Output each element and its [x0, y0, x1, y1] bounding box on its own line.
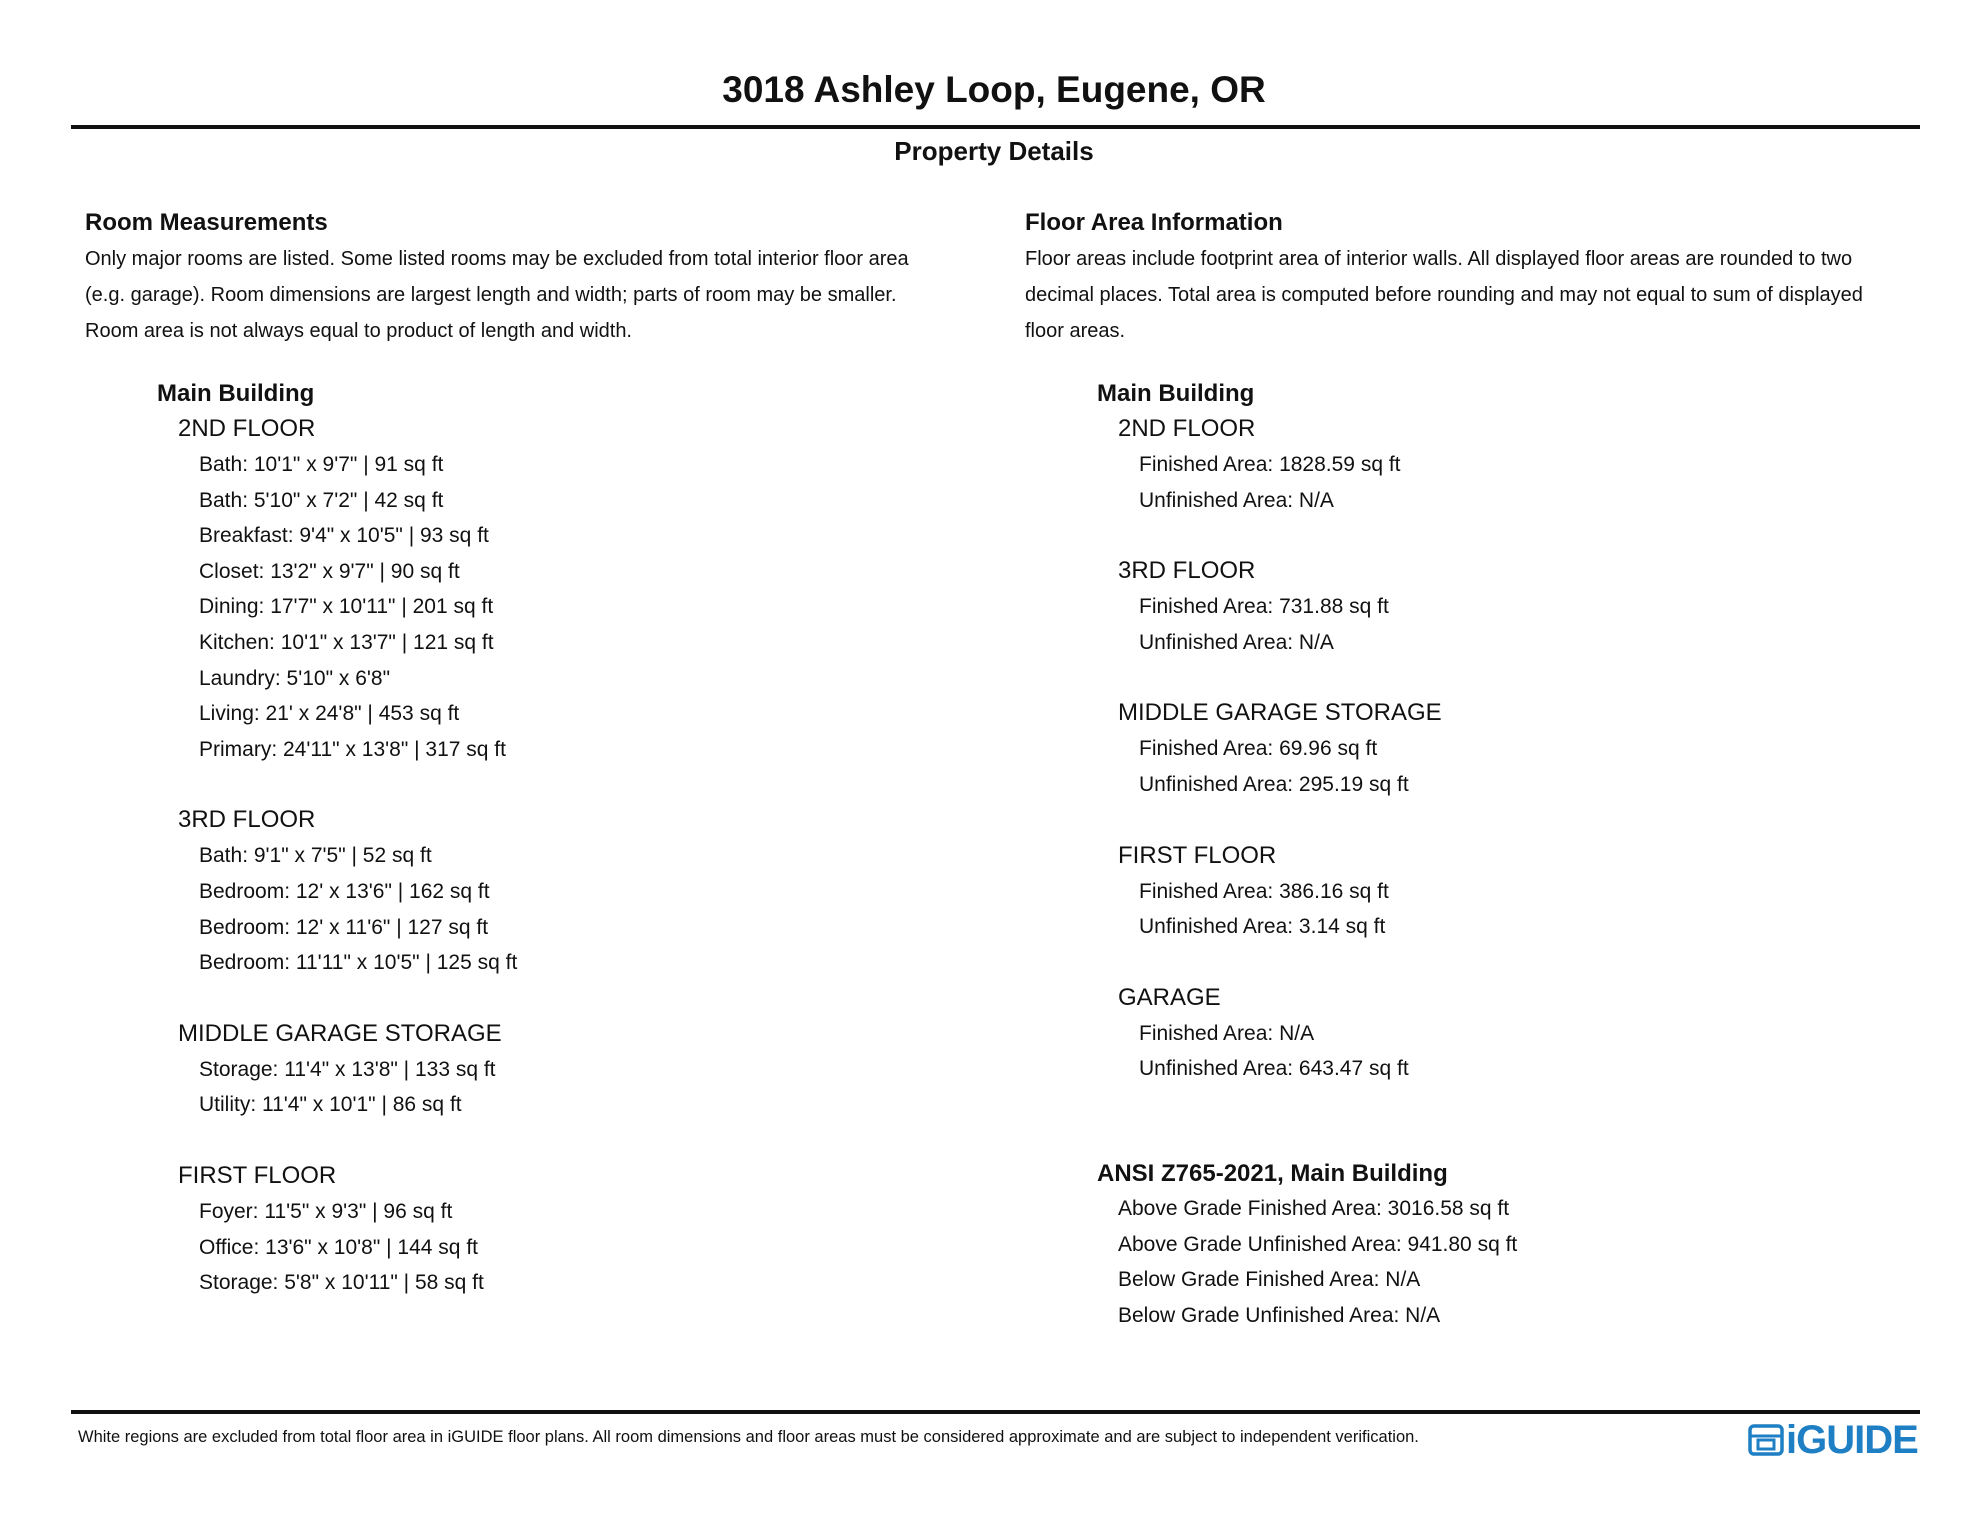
- ansi-heading: ANSI Z765-2021, Main Building: [1097, 1159, 1448, 1187]
- footer-rule: [71, 1410, 1920, 1414]
- floor-group: [1118, 553, 1935, 660]
- floor-name: FIRST FLOOR: [178, 1161, 337, 1189]
- page-subtitle: Property Details: [894, 136, 1094, 166]
- room-item: Bath: 10'1" x 9'7" | 91 sq ft: [199, 453, 444, 476]
- ansi-items: [1118, 1191, 1935, 1333]
- floor-name: GARAGE: [1118, 983, 1221, 1011]
- room-item: Kitchen: 10'1" x 13'7" | 121 sq ft: [199, 630, 494, 654]
- floor-name: 3RD FLOOR: [1118, 557, 1256, 585]
- room-item: Bath: 5'10" x 7'2" | 42 sq ft: [199, 488, 444, 512]
- floor-area-section: [1025, 206, 1935, 1333]
- floor-group: [1118, 411, 1935, 518]
- finished-area: Finished Area: 386.16 sq ft: [1139, 879, 1389, 903]
- floor-group: [178, 802, 995, 980]
- finished-area: Finished Area: N/A: [1139, 1021, 1315, 1045]
- room-item: Closet: 13'2" x 9'7" | 90 sq ft: [199, 559, 460, 583]
- ansi-block: [1097, 1157, 1935, 1333]
- section-note: [85, 241, 995, 349]
- ansi-item: Above Grade Unfinished Area: 941.80 sq ft: [1118, 1232, 1518, 1256]
- room-item: Office: 13'6" x 10'8" | 144 sq ft: [199, 1235, 478, 1259]
- room-item: Breakfast: 9'4" x 10'5" | 93 sq ft: [199, 524, 489, 548]
- finished-area: Finished Area: 731.88 sq ft: [1139, 595, 1389, 619]
- page-title: 3018 Ashley Loop, Eugene, OR: [722, 69, 1266, 110]
- floor-group: [1118, 980, 1935, 1087]
- note-line: decimal places. Total area is computed before rounding and may not equal to sum of displayed: [1025, 284, 1863, 306]
- room-item: Bath: 9'1" x 7'5" | 52 sq ft: [199, 844, 432, 868]
- room-item: Storage: 5'8" x 10'11" | 58 sq ft: [199, 1271, 484, 1295]
- building-heading: Main Building: [1097, 380, 1255, 407]
- room-item: Living: 21' x 24'8" | 453 sq ft: [199, 702, 460, 726]
- floor-group: [178, 411, 995, 767]
- ansi-item: Above Grade Finished Area: 3016.58 sq ft: [1118, 1196, 1510, 1220]
- floor-name: 3RD FLOOR: [178, 806, 316, 834]
- note-line: Room area is not always equal to product of length and width.: [85, 320, 632, 342]
- building-block: [157, 377, 995, 1301]
- section-heading: Floor Area Information: [1025, 209, 1283, 236]
- section-note: [1025, 241, 1935, 349]
- room-item: Storage: 11'4" x 13'8" | 133 sq ft: [199, 1057, 496, 1081]
- note-line: (e.g. garage). Room dimensions are largest length and width; parts of room may be smaller.: [85, 284, 897, 306]
- floor-name: MIDDLE GARAGE STORAGE: [178, 1019, 502, 1047]
- floor-name: MIDDLE GARAGE STORAGE: [1118, 699, 1442, 727]
- room-item: Laundry: 5'10" x 6'8": [199, 666, 391, 690]
- note-line: Floor areas include footprint area of interior walls. All displayed floor areas are rounded to two: [1025, 248, 1853, 270]
- finished-area: Finished Area: 1828.59 sq ft: [1139, 453, 1401, 476]
- floor-group: [1118, 695, 1935, 802]
- section-heading: Room Measurements: [85, 209, 328, 236]
- room-item: Bedroom: 11'11" x 10'5" | 125 sq ft: [199, 951, 518, 975]
- room-measurements-section: [85, 206, 995, 1301]
- unfinished-area: Unfinished Area: 3.14 sq ft: [1139, 915, 1386, 939]
- finished-area: Finished Area: 69.96 sq ft: [1139, 737, 1378, 761]
- room-item: Bedroom: 12' x 11'6" | 127 sq ft: [199, 915, 489, 939]
- building-heading: Main Building: [157, 380, 315, 407]
- ansi-item: Below Grade Unfinished Area: N/A: [1118, 1303, 1441, 1327]
- note-line: floor areas.: [1025, 320, 1126, 342]
- iguide-logo: [1748, 1418, 1918, 1462]
- note-line: Only major rooms are listed. Some listed rooms may be excluded from total interior floor area: [85, 248, 909, 270]
- header-rule: [71, 125, 1920, 129]
- room-item: Utility: 11'4" x 10'1" | 86 sq ft: [199, 1093, 462, 1117]
- floor-name: 2ND FLOOR: [178, 415, 316, 442]
- room-item: Primary: 24'11" x 13'8" | 317 sq ft: [199, 737, 506, 761]
- unfinished-area: Unfinished Area: N/A: [1139, 630, 1334, 654]
- unfinished-area: Unfinished Area: 295.19 sq ft: [1139, 772, 1409, 796]
- ansi-item: Below Grade Finished Area: N/A: [1118, 1268, 1421, 1292]
- room-item: Dining: 17'7" x 10'11" | 201 sq ft: [199, 595, 494, 619]
- floor-group: [178, 1158, 995, 1301]
- floor-name: 2ND FLOOR: [1118, 415, 1256, 442]
- floor-name: FIRST FLOOR: [1118, 841, 1277, 869]
- room-item: Bedroom: 12' x 13'6" | 162 sq ft: [199, 879, 490, 903]
- floor-group: [178, 1016, 995, 1123]
- footer-note: White regions are excluded from total floor area in iGUIDE floor plans. All room dimensions and floor areas must be considered approximate and are subject to independent verification.: [78, 1428, 1419, 1446]
- unfinished-area: Unfinished Area: 643.47 sq ft: [1139, 1057, 1409, 1081]
- room-item: Foyer: 11'5" x 9'3" | 96 sq ft: [199, 1199, 453, 1223]
- logo-text: iGUIDE: [1786, 1418, 1918, 1462]
- iguide-logo-icon: [1748, 1424, 1784, 1456]
- unfinished-area: Unfinished Area: N/A: [1139, 488, 1334, 512]
- floor-group: [1118, 838, 1935, 945]
- building-block: [1097, 377, 1935, 1087]
